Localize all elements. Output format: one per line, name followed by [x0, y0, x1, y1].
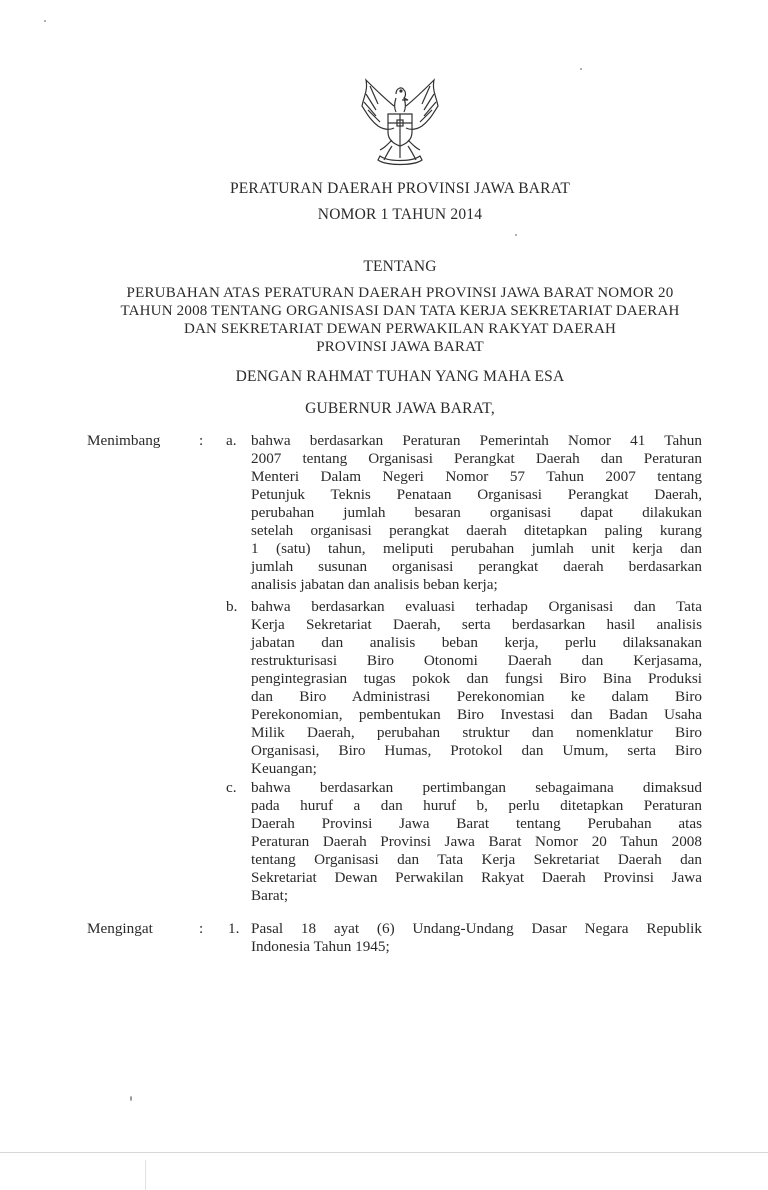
- text-line: Daerah Provinsi Jawa Barat tentang Perubahan atas: [251, 815, 702, 832]
- text-line: pada huruf a dan huruf b, perlu ditetapkan Peraturan: [251, 797, 702, 814]
- section-colon: :: [199, 432, 204, 449]
- text-line: restrukturisasi Biro Otonomi Daerah dan Kerjasama,: [251, 652, 702, 669]
- item-text: [251, 920, 702, 956]
- text-line: Pasal 18 ayat (6) Undang-Undang Dasar Negara Republik: [251, 920, 702, 937]
- tentang-heading: TENTANG: [363, 258, 437, 275]
- scan-speck: [130, 1096, 132, 1101]
- text-line: bahwa berdasarkan evaluasi terhadap Organisasi dan Tata: [251, 598, 702, 615]
- item-marker: b.: [226, 598, 238, 615]
- regulation-number: NOMOR 1 TAHUN 2014: [317, 206, 483, 223]
- text-line: 2007 tentang Organisasi Perangkat Daerah dan Peraturan: [251, 450, 702, 467]
- item-text: [251, 779, 702, 905]
- regulation-subject: [92, 284, 708, 356]
- text-line: Organisasi, Biro Humas, Protokol dan Umum, serta Biro: [251, 742, 702, 759]
- scan-speck: [515, 234, 517, 236]
- governor-line: GUBERNUR JAWA BARAT,: [305, 400, 495, 417]
- subject-line: PERUBAHAN ATAS PERATURAN DAERAH PROVINSI JAWA BARAT NOMOR 20: [126, 285, 674, 301]
- text-line: analisis jabatan dan analisis beban kerja;: [251, 576, 498, 593]
- text-line: Barat;: [251, 887, 289, 904]
- item-marker: a.: [226, 432, 237, 449]
- text-line: jabatan dan analisis beban kerja, perlu dilaksanakan: [251, 634, 702, 651]
- section-colon: :: [199, 920, 204, 937]
- scan-speck: [580, 68, 582, 70]
- text-line: pengintegrasian tugas pokok dan fungsi Biro Bina Produksi: [251, 670, 702, 687]
- garuda-pancasila-emblem: [356, 76, 444, 168]
- regulation-title: PERATURAN DAERAH PROVINSI JAWA BARAT: [229, 180, 571, 197]
- item-text: [251, 598, 702, 778]
- scan-edge-line: [0, 1152, 768, 1153]
- item-text: [251, 432, 702, 594]
- text-line: Milik Daerah, perubahan struktur dan nomenklatur Biro: [251, 724, 702, 741]
- text-line: bahwa berdasarkan pertimbangan sebagaimana dimaksud: [251, 779, 702, 796]
- text-line: bahwa berdasarkan Peraturan Pemerintah Nomor 41 Tahun: [251, 432, 702, 449]
- text-line: jumlah susunan organisasi perangkat daerah berdasarkan: [251, 558, 702, 575]
- text-line: Peraturan Daerah Provinsi Jawa Barat Nomor 20 Tahun 2008: [251, 833, 702, 850]
- item-marker: c.: [226, 779, 237, 796]
- rahmat-line: DENGAN RAHMAT TUHAN YANG MAHA ESA: [235, 368, 565, 385]
- scan-edge-line: [145, 1160, 146, 1190]
- subject-line: PROVINSI JAWA BARAT: [316, 339, 484, 355]
- subject-line: DAN SEKRETARIAT DEWAN PERWAKILAN RAKYAT DAERAH: [183, 321, 617, 337]
- item-marker: 1.: [228, 920, 240, 937]
- text-line: setelah organisasi perangkat daerah ditetapkan paling kurang: [251, 522, 702, 539]
- text-line: Sekretariat Dewan Perwakilan Rakyat Daerah Provinsi Jawa: [251, 869, 702, 886]
- text-line: dan Biro Administrasi Perekonomian ke dalam Biro: [251, 688, 702, 705]
- text-line: tentang Organisasi dan Tata Kerja Sekretariat Daerah dan: [251, 851, 702, 868]
- text-line: Menteri Dalam Negeri Nomor 57 Tahun 2007 tentang: [251, 468, 702, 485]
- section-label: Menimbang: [87, 432, 161, 449]
- text-line: Keuangan;: [251, 760, 317, 777]
- text-line: Indonesia Tahun 1945;: [251, 938, 390, 955]
- text-line: perubahan jumlah besaran organisasi dapat dilakukan: [251, 504, 702, 521]
- scan-speck: [44, 20, 46, 22]
- text-line: 1 (satu) tahun, meliputi perubahan jumlah unit kerja dan: [251, 540, 702, 557]
- text-line: Kerja Sekretariat Daerah, serta berdasarkan hasil analisis: [251, 616, 702, 633]
- section-label: Mengingat: [87, 920, 153, 937]
- subject-line: TAHUN 2008 TENTANG ORGANISASI DAN TATA KERJA SEKRETARIAT DAERAH: [120, 303, 680, 319]
- text-line: Perekonomian, pembentukan Biro Investasi dan Badan Usaha: [251, 706, 702, 723]
- text-line: Petunjuk Teknis Penataan Organisasi Perangkat Daerah,: [251, 486, 702, 503]
